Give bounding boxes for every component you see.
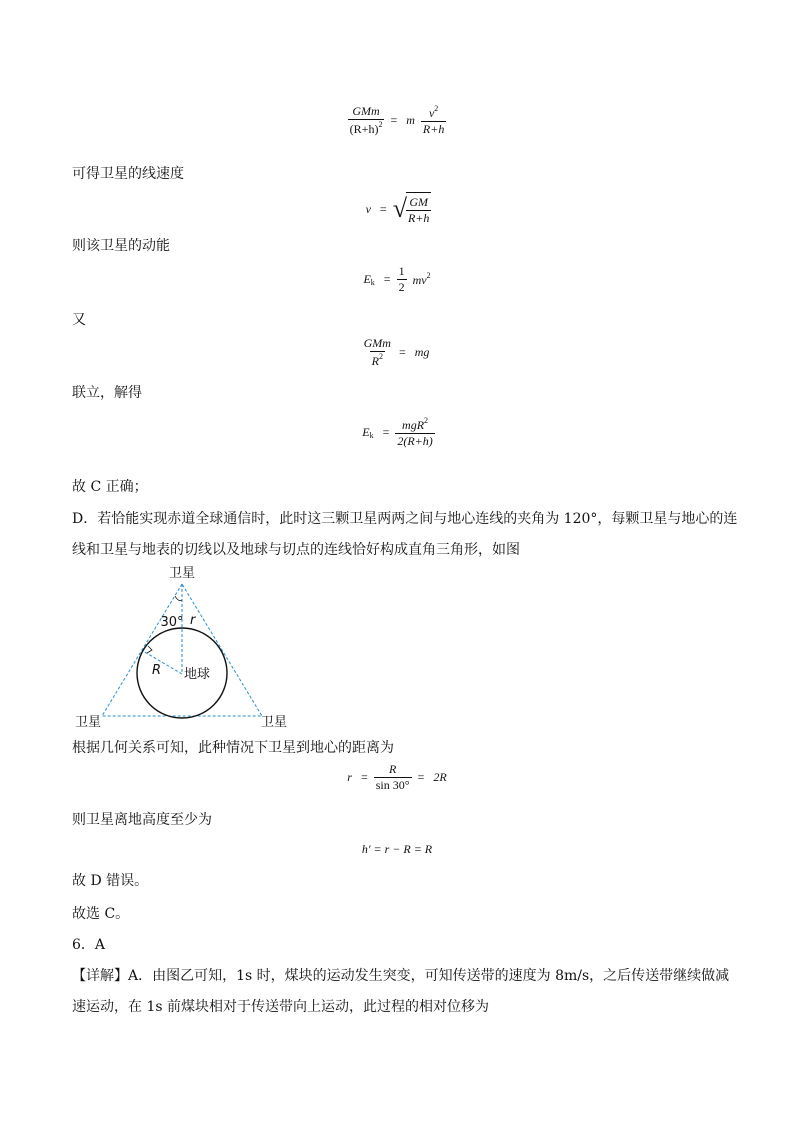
earth-label: 地球 bbox=[184, 667, 211, 682]
text-line: 则该卫星的动能 bbox=[72, 238, 170, 254]
text-line: 故选 C。 bbox=[72, 906, 130, 922]
angle-label: 30° bbox=[160, 615, 184, 630]
text-line: 联立，解得 bbox=[72, 385, 142, 401]
text-line: 【详解】A．由图乙可知，1s 时，煤块的运动发生突变，可知传送带的速度为 8m/s，之后传送带继续做减 bbox=[72, 968, 730, 984]
radius-R-label: R bbox=[152, 663, 162, 678]
text-line: 线和卫星与地表的切线以及地球与切点的连线恰好构成直角三角形，如图 bbox=[72, 542, 520, 558]
text-line: 故 C 正确； bbox=[72, 479, 148, 495]
text-line: 6．A bbox=[72, 937, 106, 953]
satellite-top-label: 卫星 bbox=[168, 566, 196, 581]
radical-sign-icon: √ bbox=[392, 194, 407, 223]
text-line: D．若恰能实现赤道全球通信时，此时这三颗卫星两两之间与地心连线的夹角为 120°，每颗卫星与地心的连 bbox=[72, 511, 738, 527]
fraction bbox=[348, 104, 385, 137]
formula-linear-velocity: v = √ $\frac{GM}{R+h}$ bbox=[365, 194, 430, 225]
text-line: 根据几何关系可知，此种情况下卫星到地心的距离为 bbox=[72, 740, 394, 756]
formula-surface-gravity: $\frac{\text{GMm}}{R^2}$ = mg bbox=[363, 336, 430, 368]
denominator: $(R+h)^2$ bbox=[349, 120, 383, 136]
satellite-diagram bbox=[68, 562, 300, 734]
square-root: √ $\frac{GM}{R+h}$ bbox=[392, 194, 430, 225]
distance-r-label: r bbox=[190, 613, 196, 628]
right-angle-marker bbox=[147, 646, 152, 653]
satellite-left-label: 卫星 bbox=[74, 715, 102, 730]
formula-kinetic-energy: $E_k$ = $\frac{1}{2}$ $mv^2$ bbox=[363, 264, 431, 294]
numerator: GMm bbox=[352, 104, 380, 118]
formula-kinetic-energy-result: $E_k$ = $\frac{mgR^2}{2(R+h)}$ bbox=[362, 416, 433, 448]
angle-arc bbox=[175, 596, 182, 601]
fraction: $\frac{v^2}{R+h}$ bbox=[422, 104, 445, 136]
text-line: 速运动，在 1s 前煤块相对于传送带向上运动，此过程的相对位移为 bbox=[72, 999, 489, 1015]
text-line: 则卫星离地高度至少为 bbox=[72, 812, 212, 828]
formula-orbit-distance: r = $\frac{R}{\sin 30^\circ}$ = 2R bbox=[347, 762, 447, 792]
text-line: 可得卫星的线速度 bbox=[72, 166, 184, 182]
formula-gravitation-centripetal: $\frac{\text{GMm}}{(R+h)^2}$ = m $\frac{v^2}{R+h}$ bbox=[349, 104, 445, 136]
triangle-tangent-lines bbox=[102, 584, 262, 716]
text-line: 又 bbox=[72, 312, 86, 328]
text-line: 故 D 错误。 bbox=[72, 873, 149, 889]
radius-line-R bbox=[143, 651, 182, 674]
satellite-right-label: 卫星 bbox=[260, 715, 288, 730]
formula-minimum-height: h′ = r − R = R bbox=[361, 842, 433, 856]
